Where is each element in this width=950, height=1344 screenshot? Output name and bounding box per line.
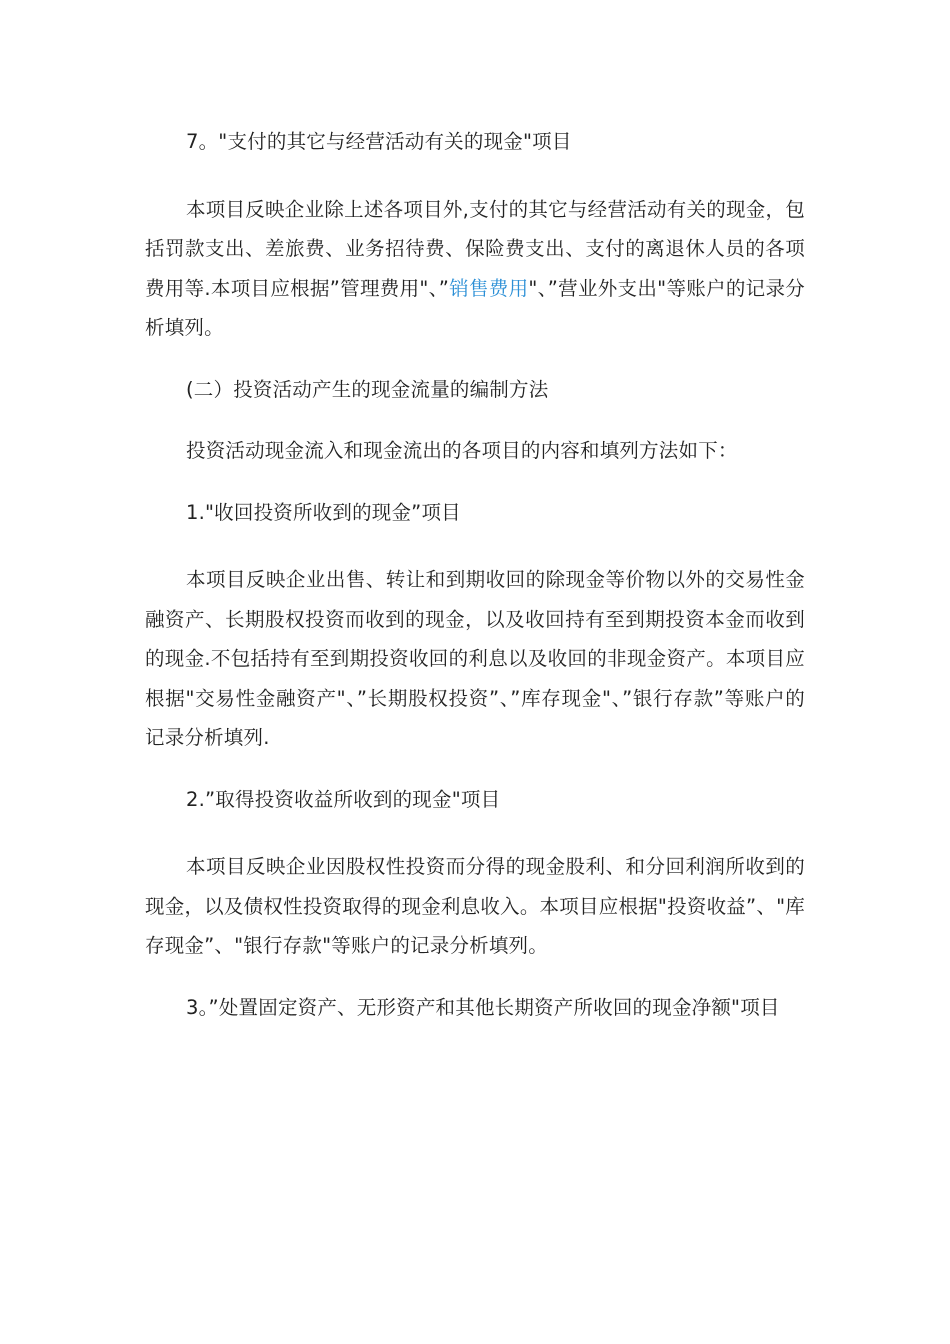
paragraph-item-1-description: 本项目反映企业出售、转让和到期收回的除现金等价物以外的交易性金融资产、长期股权投资而收到的现金，以及收回持有至到期投资本金而收到的现金.不包括持有至到期投资收回的利息以及收回的非现金资产。本项目应根据"交易性金融资产"、”长期股权投资”、”库存现金"、”银行存款”等账户的记录分析填列.	[145, 568, 805, 749]
document-body	[145, 122, 805, 1027]
paragraph-item-7-description	[145, 190, 805, 348]
heading-item-7: 7。"支付的其它与经营活动有关的现金"项目	[186, 130, 572, 153]
sales-expense-link[interactable]: 销售费用	[449, 276, 529, 300]
paragraph-text: "、”营业外支出"等账户的记录分析填列。	[145, 276, 805, 339]
section-heading-investing: (二）投资活动产生的现金流量的编制方法	[186, 377, 549, 401]
heading-item-1: 1."收回投资所收到的现金”项目	[186, 500, 461, 524]
paragraph-item-2-description: 本项目反映企业因股权性投资而分得的现金股利、和分回利润所收到的现金，以及债权性投资取得的现金利息收入。本项目应根据"投资收益”、"库存现金”、"银行存款"等账户的记录分析填列。	[145, 855, 805, 957]
heading-item-3: 3。”处置固定资产、无形资产和其他长期资产所收回的现金净额"项目	[186, 995, 780, 1019]
paragraph-investing-intro: 投资活动现金流入和现金流出的各项目的内容和填列方法如下：	[186, 439, 738, 462]
paragraph-text: 本项目反映企业除上述各项目外,支付的其它与经营活动有关的现金，包括罚款支出、差旅费、业务招待费、保险费支出、支付的离退休人员的各项费用等.本项目应根据”管理费用"、”	[145, 197, 805, 300]
heading-item-2: 2.”取得投资收益所收到的现金"项目	[186, 787, 501, 811]
